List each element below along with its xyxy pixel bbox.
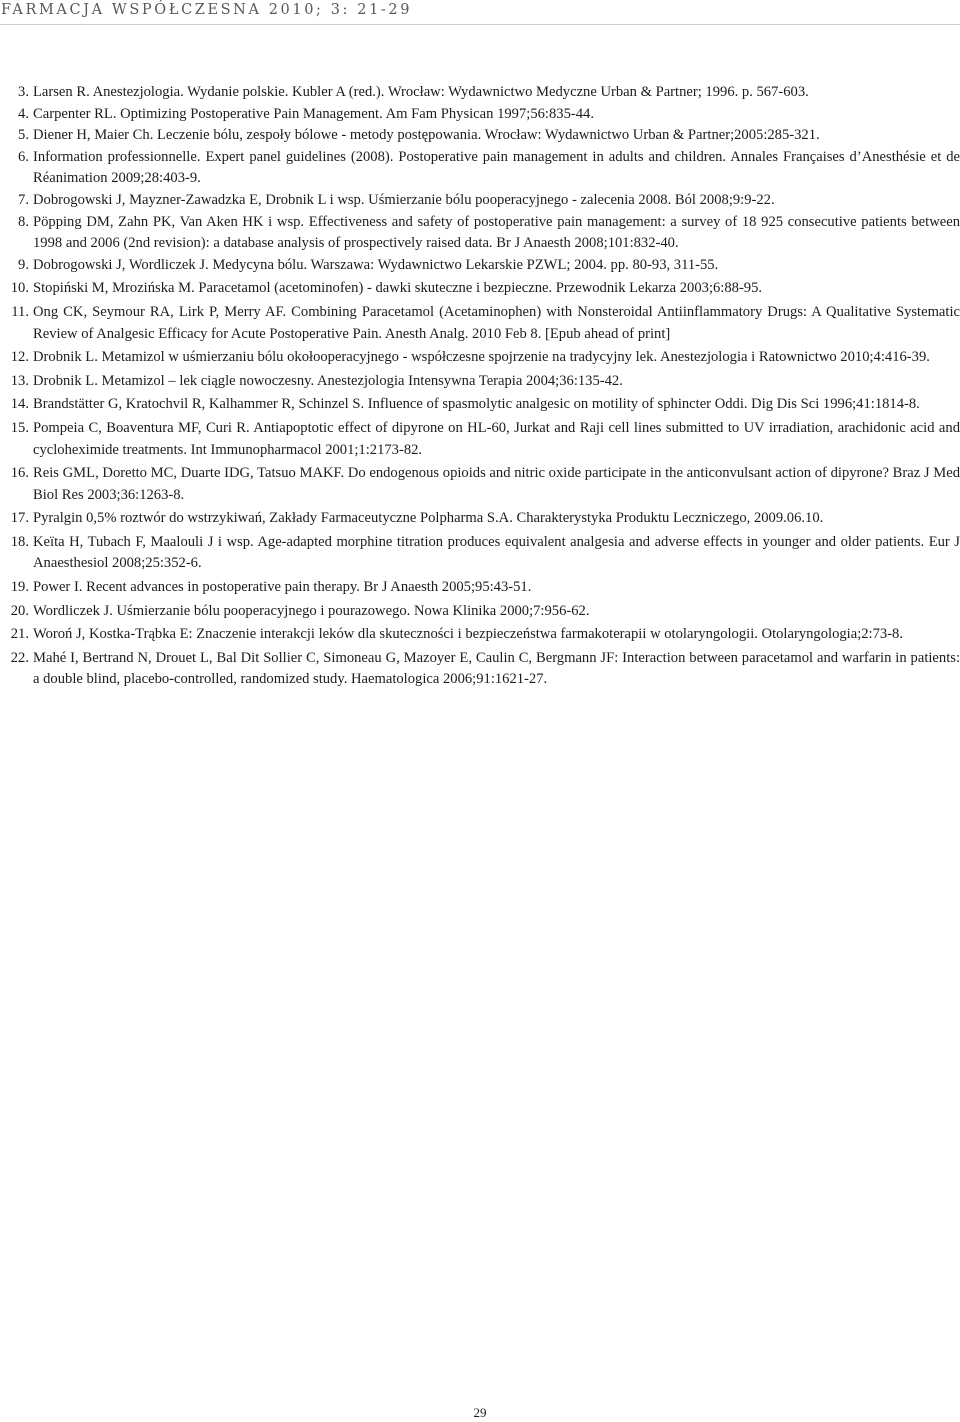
reference-number: 20. bbox=[10, 602, 29, 619]
reference-item bbox=[8, 104, 960, 126]
reference-number: 11. bbox=[11, 303, 29, 320]
reference-text: Diener H, Maier Ch. Leczenie bólu, zespoły bólowe - metody postępowania. Wrocław: Wydawnictwo Urban & Partner;2005:285-321. bbox=[33, 127, 820, 144]
reference-number: 21. bbox=[10, 626, 29, 643]
reference-item bbox=[8, 508, 960, 530]
reference-text: Mahé I, Bertrand N, Drouet L, Bal Dit Sollier C, Simoneau G, Mazoyer E, Caulin C, Bergmann JF: Interaction between paracetamol and warfarin in patients: a double blind, placebo-controlled, randomized study. Haematologica 2006;91:1621-27. bbox=[33, 649, 960, 688]
reference-number: 7. bbox=[18, 191, 29, 208]
reference-item bbox=[8, 371, 960, 393]
reference-text: Pyralgin 0,5% roztwór do wstrzykiwań, Zakłady Farmaceutyczne Polpharma S.A. Charakterystyka Produktu Leczniczego, 2009.06.10. bbox=[33, 510, 824, 527]
reference-item bbox=[8, 347, 960, 369]
reference-number: 13. bbox=[10, 372, 29, 389]
reference-number: 18. bbox=[10, 533, 29, 550]
reference-item bbox=[8, 418, 960, 461]
reference-item bbox=[8, 190, 960, 212]
reference-item bbox=[8, 302, 960, 345]
reference-text: Wordliczek J. Uśmierzanie bólu pooperacyjnego i pourazowego. Nowa Klinika 2000;7:956-62. bbox=[33, 602, 590, 619]
reference-item bbox=[8, 624, 960, 646]
reference-item bbox=[8, 82, 960, 104]
reference-number: 8. bbox=[18, 213, 29, 230]
reference-number: 15. bbox=[10, 419, 29, 436]
reference-text: Brandstätter G, Kratochvil R, Kalhammer R, Schinzel S. Influence of spasmolytic analgesic on motility of sphincter Oddi. Dig Dis Sci 1996;41:1814-8. bbox=[33, 396, 920, 413]
reference-number: 9. bbox=[18, 256, 29, 273]
reference-item bbox=[8, 577, 960, 599]
reference-text: Pompeia C, Boaventura MF, Curi R. Antiapoptotic effect of dipyrone on HL-60, Jurkat and Raji cell lines submitted to UV irradiation, arachidonic acid and cycloheximide treatments. Int Immunopharmacol 2001;1:2173-82. bbox=[33, 419, 960, 458]
reference-list bbox=[8, 82, 960, 695]
reference-text: Dobrogowski J, Wordliczek J. Medycyna bólu. Warszawa: Wydawnictwo Lekarskie PZWL; 2004. pp. 80-93, 311-55. bbox=[33, 256, 719, 273]
reference-item bbox=[8, 212, 960, 255]
reference-item bbox=[8, 601, 960, 623]
reference-text: Keïta H, Tubach F, Maalouli J i wsp. Age-adapted morphine titration produces equivalent analgesia and adverse effects in younger and older patients. Eur J Anaesthesiol 2008;25:352-6. bbox=[33, 533, 960, 572]
reference-number: 12. bbox=[10, 349, 29, 366]
reference-item bbox=[8, 125, 960, 147]
journal-running-head: FARMACJA WSPÓŁCZESNA 2010; 3: 21-29 bbox=[1, 2, 413, 18]
reference-number: 16. bbox=[10, 465, 29, 482]
reference-text: Information professionnelle. Expert panel guidelines (2008). Postoperative pain management in adults and children. Annales Françaises d’Anesthésie et de Réanimation 2009;28:403-9. bbox=[33, 148, 960, 187]
reference-number: 4. bbox=[18, 105, 29, 122]
reference-number: 14. bbox=[10, 396, 29, 413]
reference-item bbox=[8, 394, 960, 416]
reference-text: Power I. Recent advances in postoperative pain therapy. Br J Anaesth 2005;95:43-51. bbox=[33, 579, 532, 596]
reference-number: 6. bbox=[18, 148, 29, 165]
reference-text: Dobrogowski J, Mayzner-Zawadzka E, Drobnik L i wsp. Uśmierzanie bólu pooperacyjnego - zalecenia 2008. Ból 2008;9:9-22. bbox=[33, 191, 775, 208]
running-header bbox=[0, 0, 960, 22]
reference-item bbox=[8, 147, 960, 190]
reference-text: Stopiński M, Mrozińska M. Paracetamol (acetominofen) - dawki skuteczne i bezpieczne. Przewodnik Lekarza 2003;6:88-95. bbox=[33, 280, 763, 297]
reference-text: Drobnik L. Metamizol w uśmierzaniu bólu okołooperacyjnego - współczesne spojrzenie na tradycyjny lek. Anestezjologia i Ratownictwo 2010;4:416-39. bbox=[33, 349, 930, 366]
reference-text: Carpenter RL. Optimizing Postoperative Pain Management. Am Fam Physican 1997;56:835-44. bbox=[33, 105, 594, 122]
reference-text: Woroń J, Kostka-Trąbka E: Znaczenie interakcji leków dla skuteczności i bezpieczeństwa farmakoterapii w otolaryngologii. Otolaryngologia;2:73-8. bbox=[33, 626, 903, 643]
reference-item bbox=[8, 255, 960, 277]
reference-number: 22. bbox=[10, 649, 29, 666]
reference-item bbox=[8, 532, 960, 575]
reference-text: Larsen R. Anestezjologia. Wydanie polskie. Kubler A (red.). Wrocław: Wydawnictwo Medyczne Urban & Partner; 1996. p. 567-603. bbox=[33, 84, 809, 100]
reference-text: Drobnik L. Metamizol – lek ciągle nowoczesny. Anestezjologia Intensywna Terapia 2004;36:135-42. bbox=[33, 372, 623, 389]
reference-item bbox=[8, 463, 960, 506]
reference-item bbox=[8, 648, 960, 691]
reference-number: 3. bbox=[18, 84, 29, 100]
reference-number: 19. bbox=[10, 579, 29, 596]
header-divider bbox=[0, 24, 960, 25]
reference-text: Ong CK, Seymour RA, Lirk P, Merry AF. Combining Paracetamol (Acetaminophen) with Nonsteroidal Antiinflammatory Drugs: A Qualitative Systematic Review of Analgesic Efficacy for Acute Postoperative Pain. Anesth Analg. 2010 Feb 8. [Epub ahead of print] bbox=[33, 303, 960, 342]
reference-number: 5. bbox=[18, 127, 29, 144]
page-number: 29 bbox=[473, 1405, 487, 1420]
reference-text: Pöpping DM, Zahn PK, Van Aken HK i wsp. Effectiveness and safety of postoperative pain management: a survey of 18 925 consecutive patients between 1998 and 2006 (2nd revision): a database analysis of prospectively raised data. Br J Anaesth 2008;101:832-40. bbox=[33, 213, 960, 252]
reference-text: Reis GML, Doretto MC, Duarte IDG, Tatsuo MAKF. Do endogenous opioids and nitric oxide participate in the anticonvulsant action of dipyrone? Braz J Med Biol Res 2003;36:1263-8. bbox=[33, 465, 960, 503]
reference-number: 10. bbox=[10, 280, 29, 297]
reference-item bbox=[8, 278, 960, 300]
reference-number: 17. bbox=[10, 510, 29, 527]
